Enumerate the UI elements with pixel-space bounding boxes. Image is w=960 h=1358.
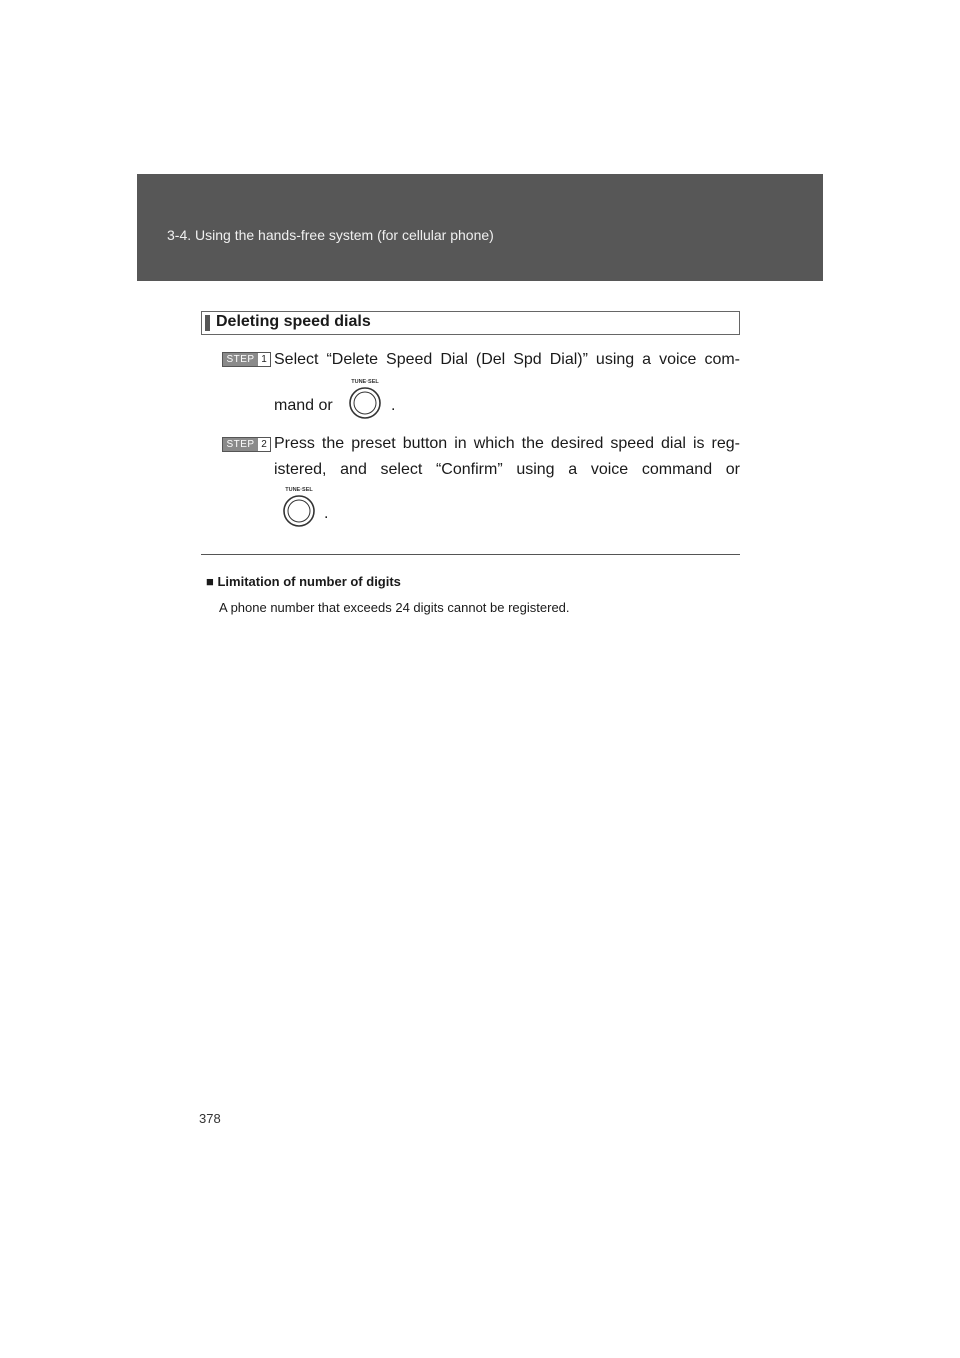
knob-label: TUNE·SEL <box>285 487 313 493</box>
note-marker-icon: ■ <box>206 574 214 589</box>
heading-accent-bar <box>205 315 210 331</box>
page-number: 378 <box>199 1111 221 1126</box>
step-2-badge-number: 2 <box>261 439 267 450</box>
step-2-line-2: istered, and select “Confirm” using a voice command or <box>274 461 740 478</box>
step-1-badge-number: 1 <box>261 354 267 365</box>
step-1-line-2-text: mand or <box>274 397 333 414</box>
knob-label: TUNE·SEL <box>351 379 379 385</box>
tune-sel-knob-icon <box>345 376 385 420</box>
note-body: A phone number that exceeds 24 digits cannot be registered. <box>219 600 570 615</box>
step-2-badge <box>222 437 271 452</box>
step-2-badge-word: STEP <box>223 438 258 451</box>
step-1-badge <box>222 352 271 367</box>
section-title: Deleting speed dials <box>216 313 371 330</box>
note-title-text: Limitation of number of digits <box>217 574 401 589</box>
step-2-line-1: Press the preset button in which the desired speed dial is reg- <box>274 435 740 452</box>
step-1-line-2-period: . <box>391 397 396 414</box>
step-1-line-1: Select “Delete Speed Dial (Del Spd Dial)” using a voice com- <box>274 351 740 368</box>
tune-sel-knob-icon <box>279 484 319 528</box>
section-divider <box>201 554 740 555</box>
note-title <box>206 574 401 589</box>
section-label: 3-4. Using the hands-free system (for cellular phone) <box>167 227 494 243</box>
step-1-badge-word: STEP <box>223 353 258 366</box>
header-band <box>137 174 823 281</box>
section-heading <box>201 311 740 335</box>
step-2-line-3-period: . <box>324 505 329 522</box>
